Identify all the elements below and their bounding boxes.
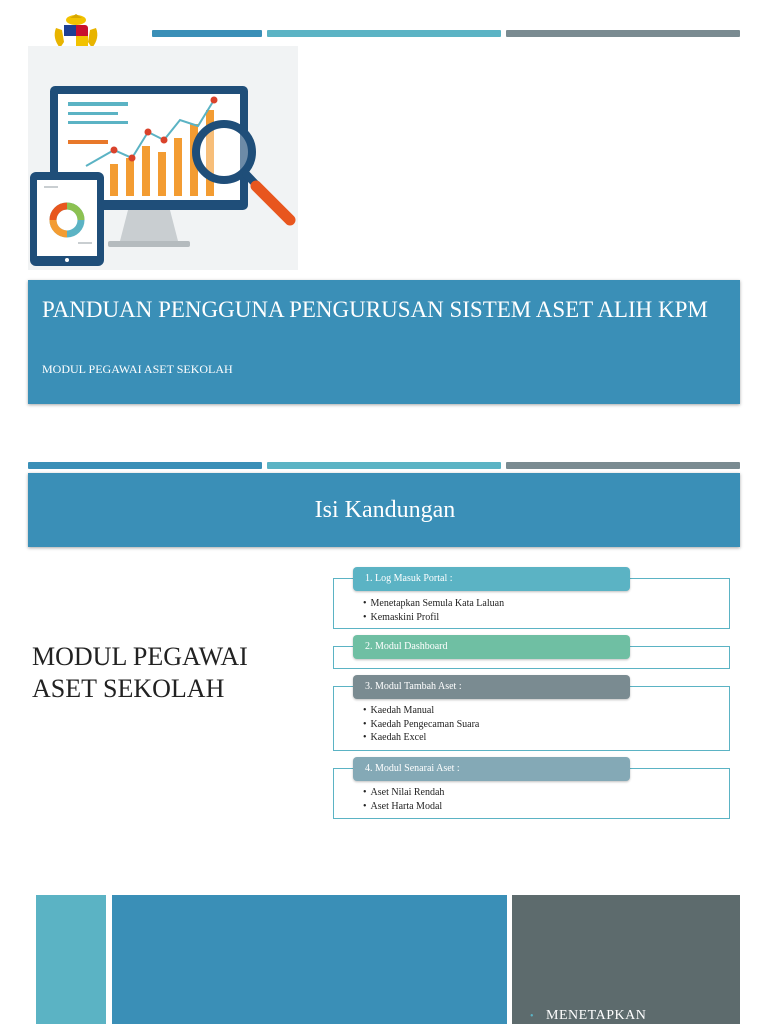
toc-item-label: 2. Modul Dashboard xyxy=(353,635,630,659)
toc-subitem: • Kaedah Excel xyxy=(363,731,479,745)
toc-banner xyxy=(28,473,740,547)
toc-item-label: 3. Modul Tambah Aset : xyxy=(353,675,630,699)
toc-strip-teal xyxy=(267,462,501,469)
document-title: PANDUAN PENGGUNA PENGURUSAN SISTEM ASET ALIH KPM xyxy=(42,297,708,322)
toc-subitem: • Aset Harta Modal xyxy=(363,800,444,814)
toc-subitem: • Aset Nilai Rendah xyxy=(363,786,444,800)
header-strip-teal xyxy=(267,30,501,37)
toc-subitem: • Kaedah Pengecaman Suara xyxy=(363,718,479,732)
header-strip-gray xyxy=(506,30,740,37)
toc-item-label: 4. Modul Senarai Aset : xyxy=(353,757,630,781)
modul-title: MODUL PEGAWAI ASET SEKOLAH xyxy=(32,642,248,703)
toc-heading: Isi Kandungan xyxy=(314,496,456,523)
slide3-bullet xyxy=(530,1008,646,1024)
header-strip-blue xyxy=(152,30,262,37)
slide3-teal-panel xyxy=(36,895,106,1024)
tablet-donut-icon xyxy=(30,172,104,266)
analytics-illustration xyxy=(28,46,298,270)
slide3-blue-panel xyxy=(112,895,507,1024)
toc-subitem: • Kemaskini Profil xyxy=(363,611,504,625)
slide3-bullet-text: MENETAPKAN xyxy=(546,1008,647,1023)
toc-strip-gray xyxy=(506,462,740,469)
slide3-gray-panel xyxy=(512,895,740,1024)
toc-subitem: • Menetapkan Semula Kata Laluan xyxy=(363,597,504,611)
toc-strip-blue xyxy=(28,462,262,469)
toc-item-label: 1. Log Masuk Portal : xyxy=(353,567,630,591)
title-banner xyxy=(28,280,740,404)
toc-subitem: • Kaedah Manual xyxy=(363,704,479,718)
document-subtitle: MODUL PEGAWAI ASET SEKOLAH xyxy=(42,362,233,376)
bullet-dot-icon: • xyxy=(530,1011,535,1022)
